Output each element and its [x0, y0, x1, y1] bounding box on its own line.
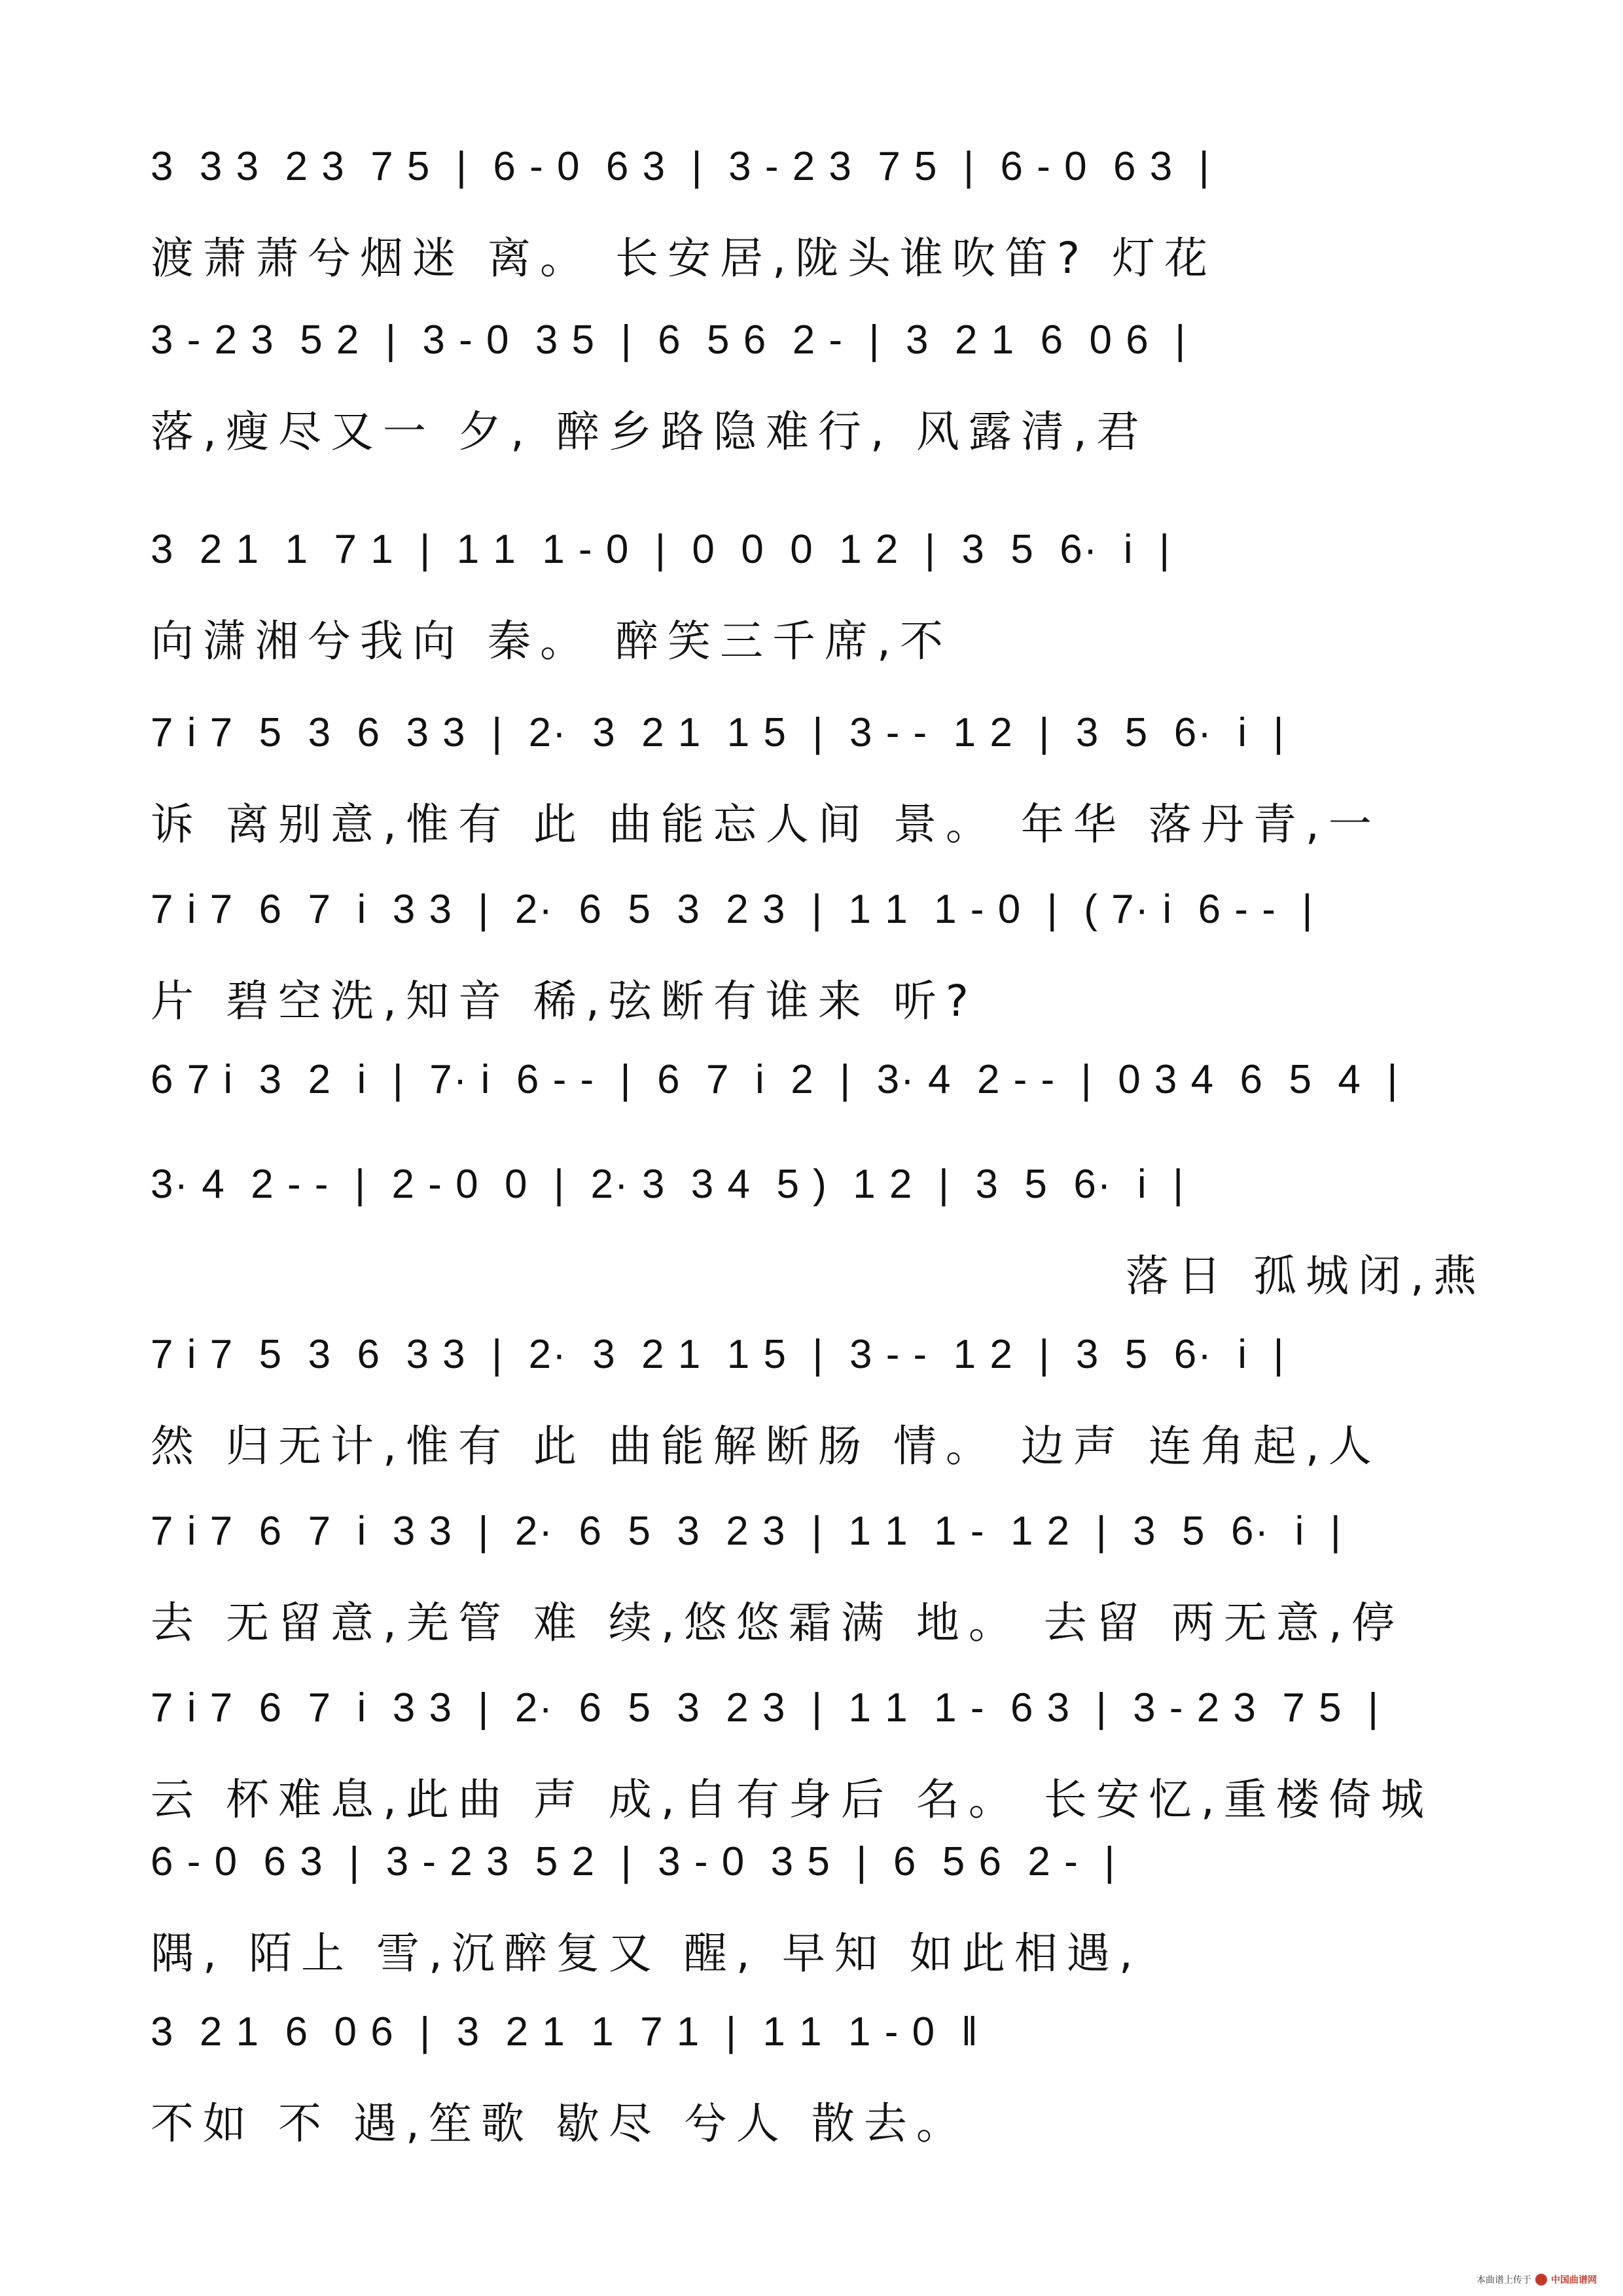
site-logo-icon [1535, 2274, 1547, 2286]
lyrics-line: 诉 离别意,惟有 此 曲能忘人间 景。 年华 落丹青,一 [151, 799, 1381, 850]
lyrics-line: 落日 孤城闭,燕 [1126, 1251, 1486, 1301]
lyrics-line: 云 杯难息,此曲 声 成,自有身后 名。 长安忆,重楼倚城 [151, 1774, 1433, 1825]
notation-line: 3 2 1 6 0 6 | 3 2 1 1 7 1 | 1 1 1 - 0 ‖ [151, 2009, 980, 2054]
lyrics-line: 向潇湘兮我向 秦。 醉笑三千席,不 [151, 616, 952, 666]
lyrics-line: 去 无留意,羌管 难 续,悠悠霜满 地。 去留 两无意,停 [151, 1598, 1404, 1648]
lyrics-line: 然 归无计,惟有 此 曲能解断肠 情。 边声 连角起,人 [151, 1421, 1381, 1471]
footer-text: 本曲谱上传于 [1476, 2275, 1531, 2286]
lyrics-line: 不如 不 遇,笙歌 歇尽 兮人 散去。 [151, 2098, 969, 2149]
site-logo-text: 中国曲谱网 [1551, 2275, 1597, 2286]
footer [1476, 2272, 1597, 2287]
lyrics-line: 落,瘦尽又一 夕, 醉乡路隐难行, 风露清,君 [151, 406, 1149, 457]
notation-line: 6 - 0 6 3 | 3 - 2 3 5 2 | 3 - 0 3 5 | 6 5 6 2 - | [151, 1839, 1116, 1884]
notation-line: 7 i 7 6 7 i 3 3 | 2· 6 5 3 2 3 | 1 1 1 - 0 | ( 7· i 6 - - | [151, 887, 1314, 932]
lyrics-line: 渡萧萧兮烟迷 离。 长安居,陇头谁吹笛? 灯花 [151, 233, 1217, 283]
notation-line: 7 i 7 6 7 i 3 3 | 2· 6 5 3 2 3 | 1 1 1 - 6 3 | 3 - 2 3 7 5 | [151, 1685, 1380, 1731]
notation-line: 7 i 7 6 7 i 3 3 | 2· 6 5 3 2 3 | 1 1 1 - 1 2 | 3 5 6· i | [151, 1509, 1342, 1554]
notation-line: 6 7 i 3 2 i | 7· i 6 - - | 6 7 i 2 | 3· 4 2 - - | 0 3 4 6 5 4 | [151, 1057, 1399, 1102]
notation-line: 7 i 7 5 3 6 3 3 | 2· 3 2 1 1 5 | 3 - - 1 2 | 3 5 6· i | [151, 1332, 1285, 1377]
lyrics-line: 片 碧空洗,知音 稀,弦断有谁来 听? [151, 976, 978, 1026]
notation-line: 7 i 7 5 3 6 3 3 | 2· 3 2 1 1 5 | 3 - - 1 2 | 3 5 6· i | [151, 710, 1285, 755]
notation-line: 3· 4 2 - - | 2 - 0 0 | 2· 3 3 4 5 ) 1 2 | 3 5 6· i | [151, 1162, 1185, 1207]
notation-line: 3 2 1 1 7 1 | 1 1 1 - 0 | 0 0 0 1 2 | 3 5 6· i | [151, 527, 1171, 572]
lyrics-line: 隅, 陌上 雪,沉醉复又 醒, 早知 如此相遇, [151, 1928, 1142, 1979]
notation-line: 3 3 3 2 3 7 5 | 6 - 0 6 3 | 3 - 2 3 7 5 | 6 - 0 6 3 | [151, 144, 1211, 189]
notation-line: 3 - 2 3 5 2 | 3 - 0 3 5 | 6 5 6 2 - | 3 2 1 6 0 6 | [151, 317, 1187, 363]
